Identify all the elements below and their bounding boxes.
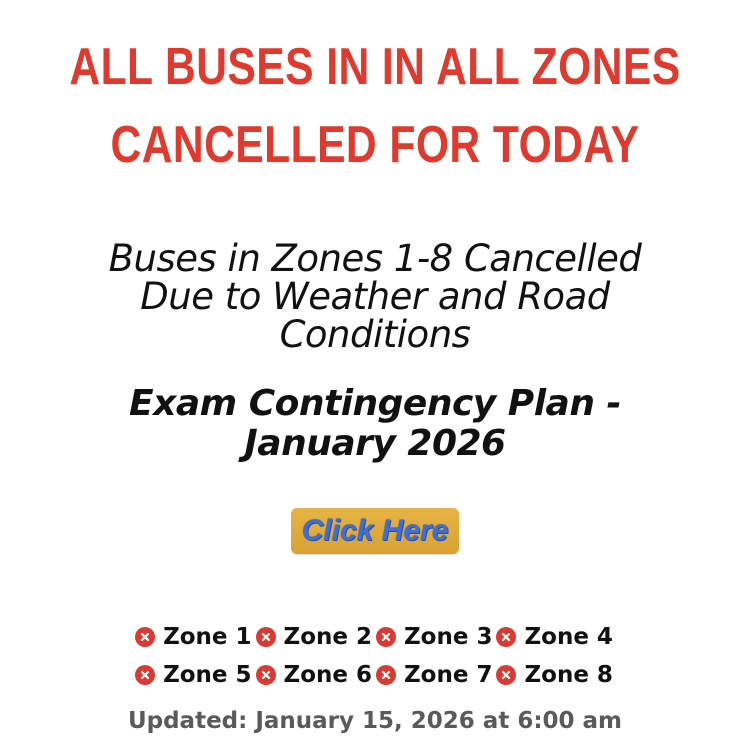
cancel-circle-icon [496,627,516,647]
zone-status-item [256,624,374,650]
exam-plan-line-1: Exam Contingency Plan - [129,383,621,424]
click-here-button[interactable] [291,508,459,554]
click-here-label: Click Here [301,514,449,547]
subheadline [0,237,750,356]
cancel-circle-icon [256,665,276,685]
zone-status-list [0,618,750,694]
zone-label: Zone 5 [163,662,252,688]
zone-label: Zone 2 [283,624,372,650]
cancel-circle-icon [135,627,155,647]
headline-line-2: CANCELLED FOR TODAY [110,116,640,174]
zone-row [0,656,750,694]
zone-label: Zone 7 [404,662,493,688]
zone-label: Zone 8 [524,662,613,688]
zone-status-item [496,624,614,650]
subheadline-line-3: Conditions [279,313,471,356]
updated-timestamp: Updated: January 15, 2026 at 6:00 am [127,708,623,734]
zone-status-item [376,662,494,688]
subheadline-line-1: Buses in Zones 1-8 Cancelled [108,237,642,280]
headline [68,28,683,184]
zone-label: Zone 6 [283,662,372,688]
zone-label: Zone 4 [524,624,613,650]
zone-status-item [376,624,494,650]
exam-plan-line-2: January 2026 [244,423,506,464]
exam-plan-title [0,384,750,464]
zone-label: Zone 3 [404,624,493,650]
cancel-circle-icon [496,665,516,685]
zone-status-item [496,662,614,688]
subheadline-line-2: Due to Weather and Road [140,275,610,318]
zone-label: Zone 1 [163,624,252,650]
zone-row [0,618,750,656]
cancel-circle-icon [135,665,155,685]
zone-status-item [135,624,253,650]
zone-status-item [256,662,374,688]
cancel-circle-icon [376,627,396,647]
headline-line-1: ALL BUSES IN IN ALL ZONES [69,38,681,96]
cancel-circle-icon [376,665,396,685]
cancel-circle-icon [256,627,276,647]
zone-status-item [135,662,253,688]
